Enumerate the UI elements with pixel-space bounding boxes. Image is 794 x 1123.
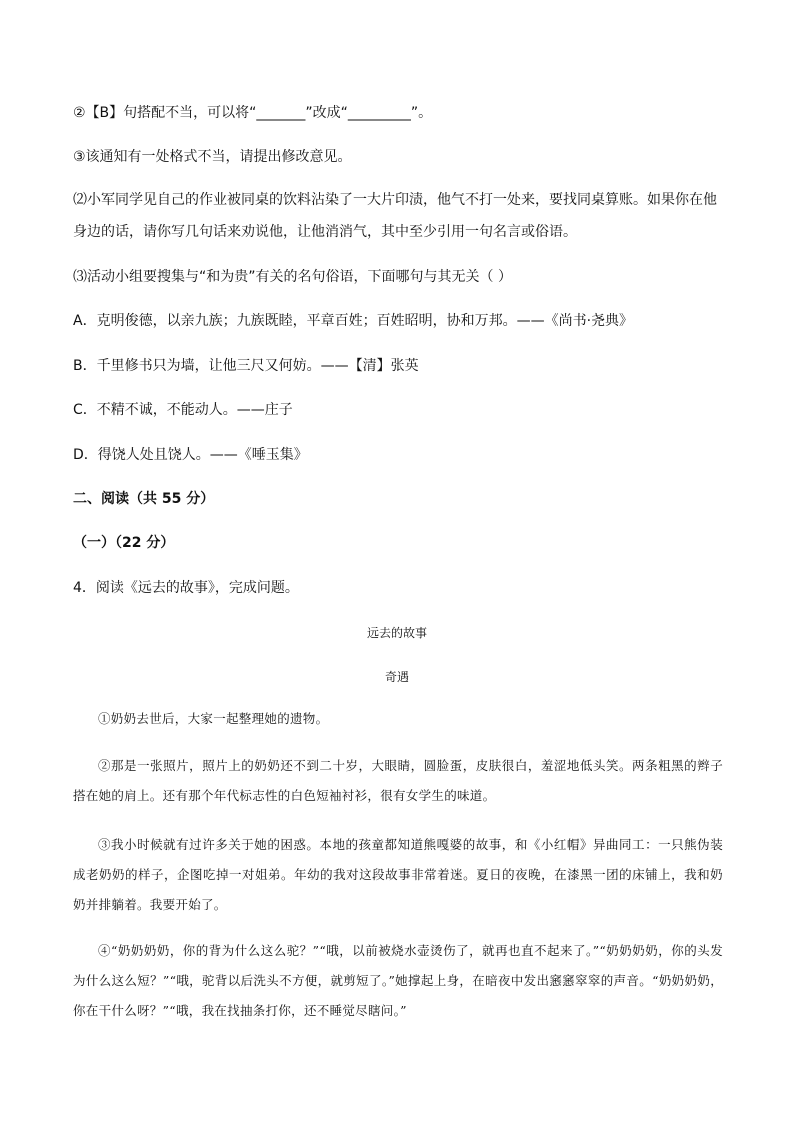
- question-3-prompt: ⑶活动小组要搜集与“和为贵”有关的名句俗语，下面哪句与其无关（ ）: [73, 269, 512, 285]
- story-paragraph-1: ①奶奶去世后，大家一起整理她的遗物。: [98, 711, 329, 726]
- story-paragraph-2: ②那是一张照片，照片上的奶奶还不到二十岁，大眼睛，圆脸蛋，皮肤很白，羞涩地低头笑。两条粗黑的辫子搭在她的肩上。还有那个年代标志性的白色短袖衬衫，很有女学生的味道。: [73, 758, 723, 803]
- subsection-title: （一）（22 分）: [73, 535, 175, 551]
- question-item-3: ③该通知有一处格式不当，请提出修改意见。: [73, 149, 352, 165]
- option-d: D．得饶人处且饶人。——《唾玉集》: [73, 447, 308, 463]
- question-item-2: ②【B】句搭配不当，可以将“_______”改成“_________”。: [73, 105, 433, 121]
- option-c: C．不精不诚，不能动人。——庄子: [73, 402, 293, 418]
- story-title: 远去的故事: [366, 626, 427, 640]
- story-paragraph-4: ④“奶奶奶奶，你的背为什么这么驼？”“哦，以前被烧水壶烫伤了，就再也直不起来了。”“奶奶奶奶，你的头发为什么这么短？”“哦，驼背以后洗头不方便，就剪短了。”她撑起上身，在暗夜中发出窸窸窣窣的声音。“奶奶奶奶，你在干什么呀？”“哦，我在找抽条打你，还不睡觉尽瞎问。”: [73, 943, 723, 1018]
- story-paragraph-3: ③我小时候就有过许多关于她的困惑。本地的孩童都知道熊嘎婆的故事，和《小红帽》异曲同工：一只熊伪装成老奶奶的样子，企图吃掉一对姐弟。年幼的我对这段故事非常着迷。夏日的夜晚，在漆黑一团的床铺上，我和奶奶并排躺着。我要开始了。: [73, 837, 723, 912]
- story-subtitle: 奇遇: [384, 670, 409, 684]
- option-a: A．克明俊德，以亲九族；九族既睦，平章百姓；百姓昭明，协和万邦。——《尚书·尧典》: [73, 313, 634, 329]
- question-2: ⑵小军同学见自己的作业被同桌的饮料沾染了一大片印渍，他气不打一处来，要找同桌算账。如果你在他身边的话，请你写几句话来劝说他，让他消消气，其中至少引用一句名言或俗语。: [73, 192, 717, 240]
- question-4: 4．阅读《远去的故事》，完成问题。: [73, 580, 299, 596]
- section-title: 二、阅读（共 55 分）: [73, 491, 215, 507]
- option-b: B．千里修书只为墙，让他三尺又何妨。——【清】张英: [73, 358, 419, 374]
